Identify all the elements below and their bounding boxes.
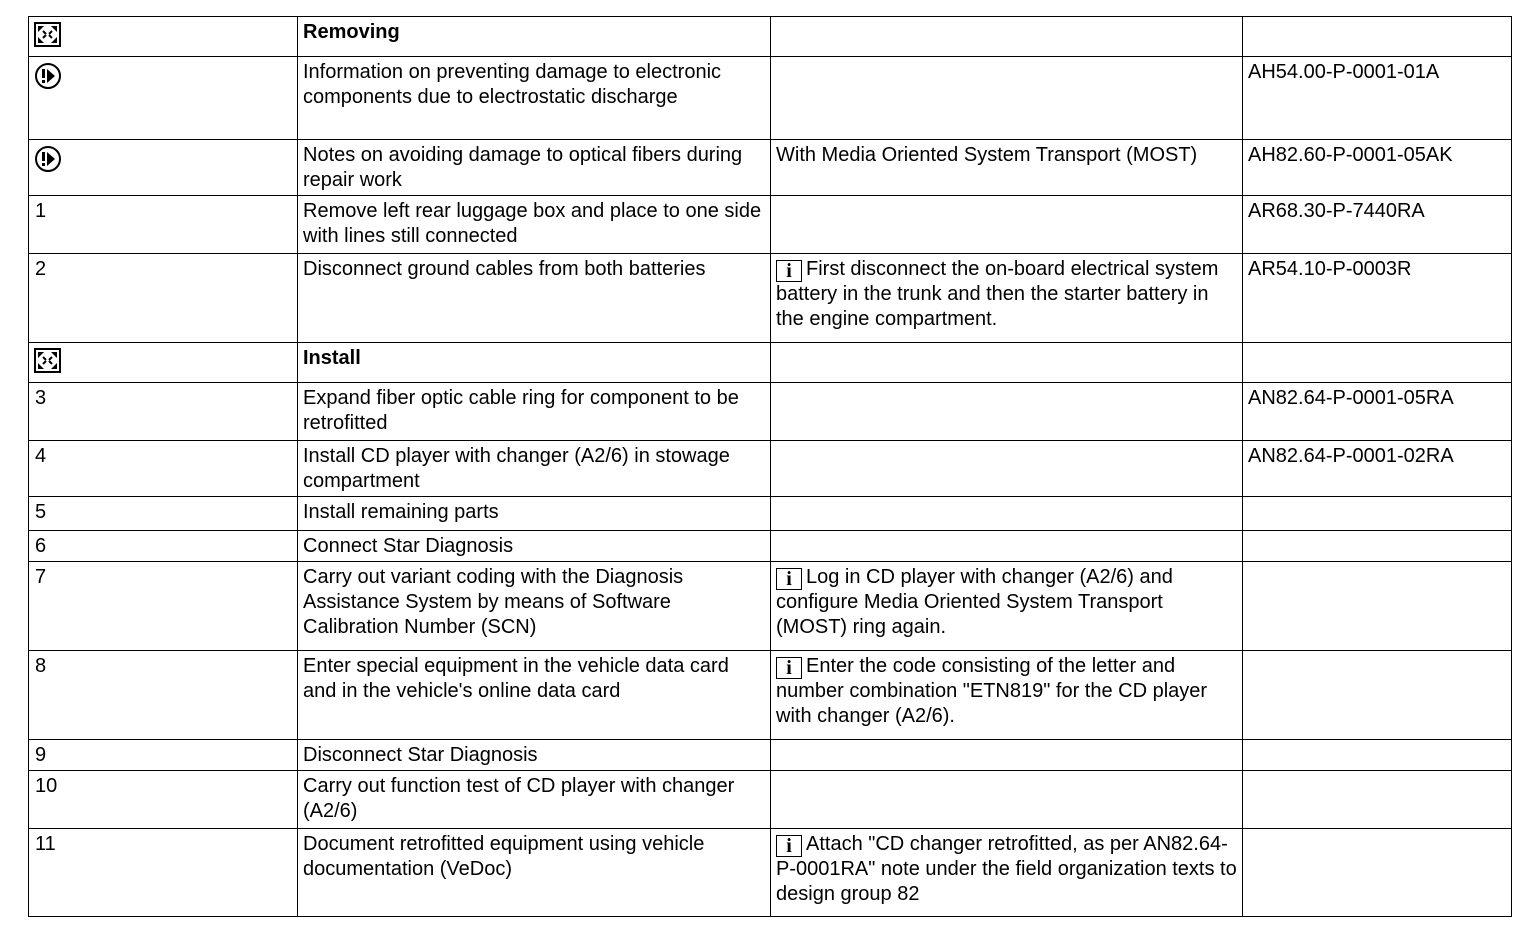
note-cell (771, 140, 1243, 196)
table-row (29, 383, 1512, 441)
table-row (29, 531, 1512, 562)
note-cell (771, 562, 1243, 651)
reference-code (1243, 17, 1512, 57)
note-cell (771, 57, 1243, 140)
section-row (29, 343, 1512, 383)
table-row (29, 57, 1512, 140)
procedure-table (28, 16, 1512, 917)
step-description: Disconnect Star Diagnosis (298, 740, 771, 771)
note-cell (771, 17, 1243, 57)
note-cell (771, 740, 1243, 771)
row-icon-cell (29, 343, 298, 383)
step-description: Install CD player with changer (A2/6) in stowage compartment (298, 441, 771, 497)
note-cell (771, 343, 1243, 383)
step-description: Remove left rear luggage box and place to one side with lines still connected (298, 196, 771, 254)
step-description: Disconnect ground cables from both batteries (298, 254, 771, 343)
info-icon: i (776, 657, 802, 679)
section-icon (34, 348, 61, 380)
step-description: Expand fiber optic cable ring for component to be retrofitted (298, 383, 771, 441)
step-number: 4 (29, 441, 298, 497)
reference-code: AN82.64-P-0001-05RA (1243, 383, 1512, 441)
reference-code: AH54.00-P-0001-01A (1243, 57, 1512, 140)
step-description: Information on preventing damage to electronic components due to electrostatic discharge (298, 57, 771, 140)
info-icon: i (776, 260, 802, 282)
note-text: Log in CD player with changer (A2/6) and configure Media Oriented System Transport (MOST) ring again. (776, 566, 1173, 638)
step-number: 5 (29, 497, 298, 531)
section-row (29, 17, 1512, 57)
table-row (29, 740, 1512, 771)
step-description: Document retrofitted equipment using vehicle documentation (VeDoc) (298, 829, 771, 917)
note-cell (771, 829, 1243, 917)
reference-code: AN82.64-P-0001-02RA (1243, 441, 1512, 497)
step-description: Enter special equipment in the vehicle data card and in the vehicle's online data card (298, 651, 771, 740)
reference-code (1243, 771, 1512, 829)
reference-code (1243, 531, 1512, 562)
reference-code (1243, 651, 1512, 740)
step-description: Carry out function test of CD player with changer (A2/6) (298, 771, 771, 829)
note-text: Enter the code consisting of the letter and number combination "ETN819" for the CD player with changer (A2/6). (776, 655, 1208, 727)
section-icon (34, 22, 61, 54)
info-icon: i (776, 568, 802, 590)
reference-code (1243, 343, 1512, 383)
table-row (29, 196, 1512, 254)
table-row (29, 254, 1512, 343)
table-row (29, 140, 1512, 196)
reference-code (1243, 740, 1512, 771)
step-number: 9 (29, 740, 298, 771)
note-text: With Media Oriented System Transport (MOST) (776, 144, 1198, 166)
row-icon-cell (29, 140, 298, 196)
note-cell (771, 441, 1243, 497)
row-icon-cell (29, 17, 298, 57)
reference-code: AR54.10-P-0003R (1243, 254, 1512, 343)
reference-code (1243, 829, 1512, 917)
step-number: 8 (29, 651, 298, 740)
note-cell (771, 196, 1243, 254)
step-number: 7 (29, 562, 298, 651)
info-icon: i (776, 835, 802, 857)
table-row (29, 497, 1512, 531)
table-row (29, 651, 1512, 740)
note-cell (771, 771, 1243, 829)
section-title: Removing (298, 17, 771, 57)
reference-code: AR68.30-P-7440RA (1243, 196, 1512, 254)
note-cell (771, 497, 1243, 531)
section-title: Install (298, 343, 771, 383)
table-row (29, 829, 1512, 917)
step-number: 1 (29, 196, 298, 254)
step-number: 10 (29, 771, 298, 829)
note-cell (771, 531, 1243, 562)
note-cell (771, 254, 1243, 343)
reference-code: AH82.60-P-0001-05AK (1243, 140, 1512, 196)
notice-icon (34, 145, 62, 180)
reference-code (1243, 562, 1512, 651)
step-number: 11 (29, 829, 298, 917)
table-row (29, 562, 1512, 651)
step-description: Notes on avoiding damage to optical fibers during repair work (298, 140, 771, 196)
note-text: First disconnect the on-board electrical system battery in the trunk and then the starter battery in the engine compartment. (776, 258, 1219, 330)
table-row (29, 771, 1512, 829)
note-cell (771, 383, 1243, 441)
table-row (29, 441, 1512, 497)
step-description: Install remaining parts (298, 497, 771, 531)
row-icon-cell (29, 57, 298, 140)
note-cell (771, 651, 1243, 740)
note-text: Attach "CD changer retrofitted, as per AN82.64-P-0001RA" note under the field organization texts to design group 82 (776, 833, 1237, 905)
notice-icon (34, 62, 62, 97)
step-description: Connect Star Diagnosis (298, 531, 771, 562)
step-number: 3 (29, 383, 298, 441)
step-description: Carry out variant coding with the Diagnosis Assistance System by means of Software Calibration Number (SCN) (298, 562, 771, 651)
step-number: 2 (29, 254, 298, 343)
step-number: 6 (29, 531, 298, 562)
reference-code (1243, 497, 1512, 531)
